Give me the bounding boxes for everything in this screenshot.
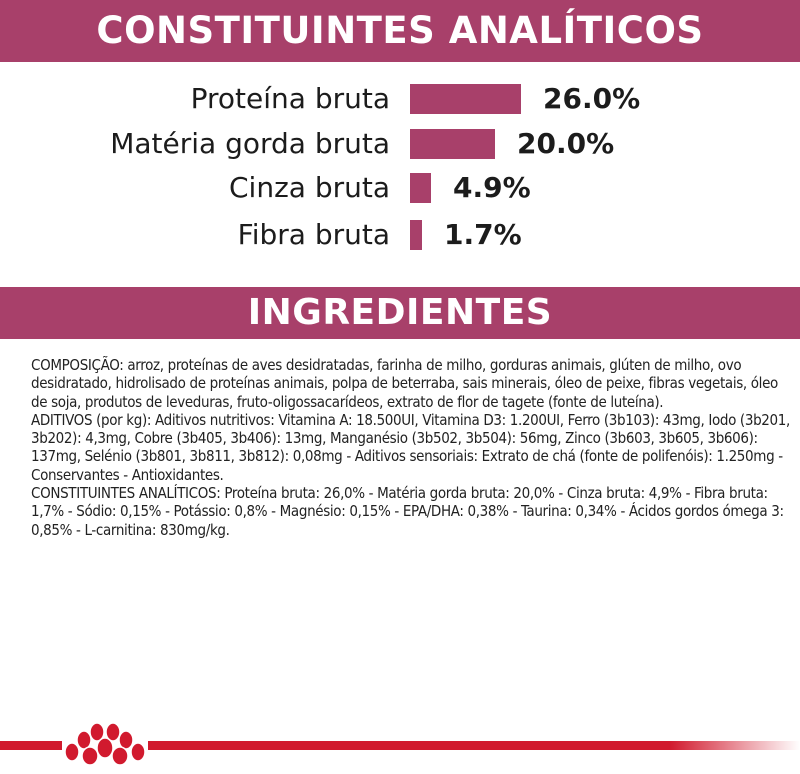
row-bar (410, 84, 521, 114)
row-value: 20.0% (517, 127, 615, 160)
ingredients-text (31, 356, 797, 539)
analytics-row (0, 79, 800, 119)
footer-line-left (0, 741, 62, 750)
composition-paragraph: COMPOSIÇÃO: arroz, proteínas de aves desidratadas, farinha de milho, gorduras animais, glúten de milho, ovo desidratado, hidrolisado de proteínas animais, polpa de beterraba, sais minerais, óleo de peixe, fibras vegetais, óleo de soja, produtos de leveduras, fruto-oligossacarídeos, extrato de flor de tagete (fonte de luteína). (31, 356, 778, 411)
footer-line-right (148, 741, 800, 750)
row-label: Fibra bruta (237, 218, 390, 251)
row-label: Proteína bruta (190, 82, 390, 115)
row-value: 26.0% (543, 82, 641, 115)
ingredients-heading: INGREDIENTES (0, 287, 800, 339)
analytics-row (0, 124, 800, 164)
row-bar (410, 220, 422, 250)
analytics-row (0, 215, 800, 255)
row-label: Cinza bruta (229, 171, 390, 204)
row-value: 4.9% (453, 171, 531, 204)
row-value: 1.7% (444, 218, 522, 251)
constituents-paragraph: CONSTITUINTES ANALÍTICOS: Proteína bruta: 26,0% - Matéria gorda bruta: 20,0% - Cinza bruta: 4,9% - Fibra bruta: 1,7% - Sódio: 0,15% - Potássio: 0,8% - Magnésio: 0,15% - EPA/DHA: 0,38% - Taurina: 0,34% - Ácidos gordos ómega 3: 0,85% - L-carnitina: 830mg/kg. (31, 484, 784, 539)
analytics-row (0, 168, 800, 208)
row-label: Matéria gorda bruta (110, 127, 390, 160)
analytics-heading: CONSTITUINTES ANALÍTICOS (0, 0, 800, 62)
row-bar (410, 129, 495, 159)
row-bar (410, 173, 431, 203)
additives-paragraph: ADITIVOS (por kg): Aditivos nutritivos: Vitamina A: 18.500UI, Vitamina D3: 1.200UI, Ferro (3b103): 43mg, Iodo (3b201, 3b202): 4,3mg, Cobre (3b405, 3b406): 13mg, Manganésio (3b502, 3b504): 56mg, Zinco (3b603, 3b605, 3b606): 137mg, Selénio (3b801, 3b811, 3b812): 0,08mg - Aditivos sensoriais: Extrato de chá (fonte de polifenóis): 1.250mg - Conservantes - Antioxidantes. (31, 410, 790, 484)
crown-icon (62, 718, 148, 768)
